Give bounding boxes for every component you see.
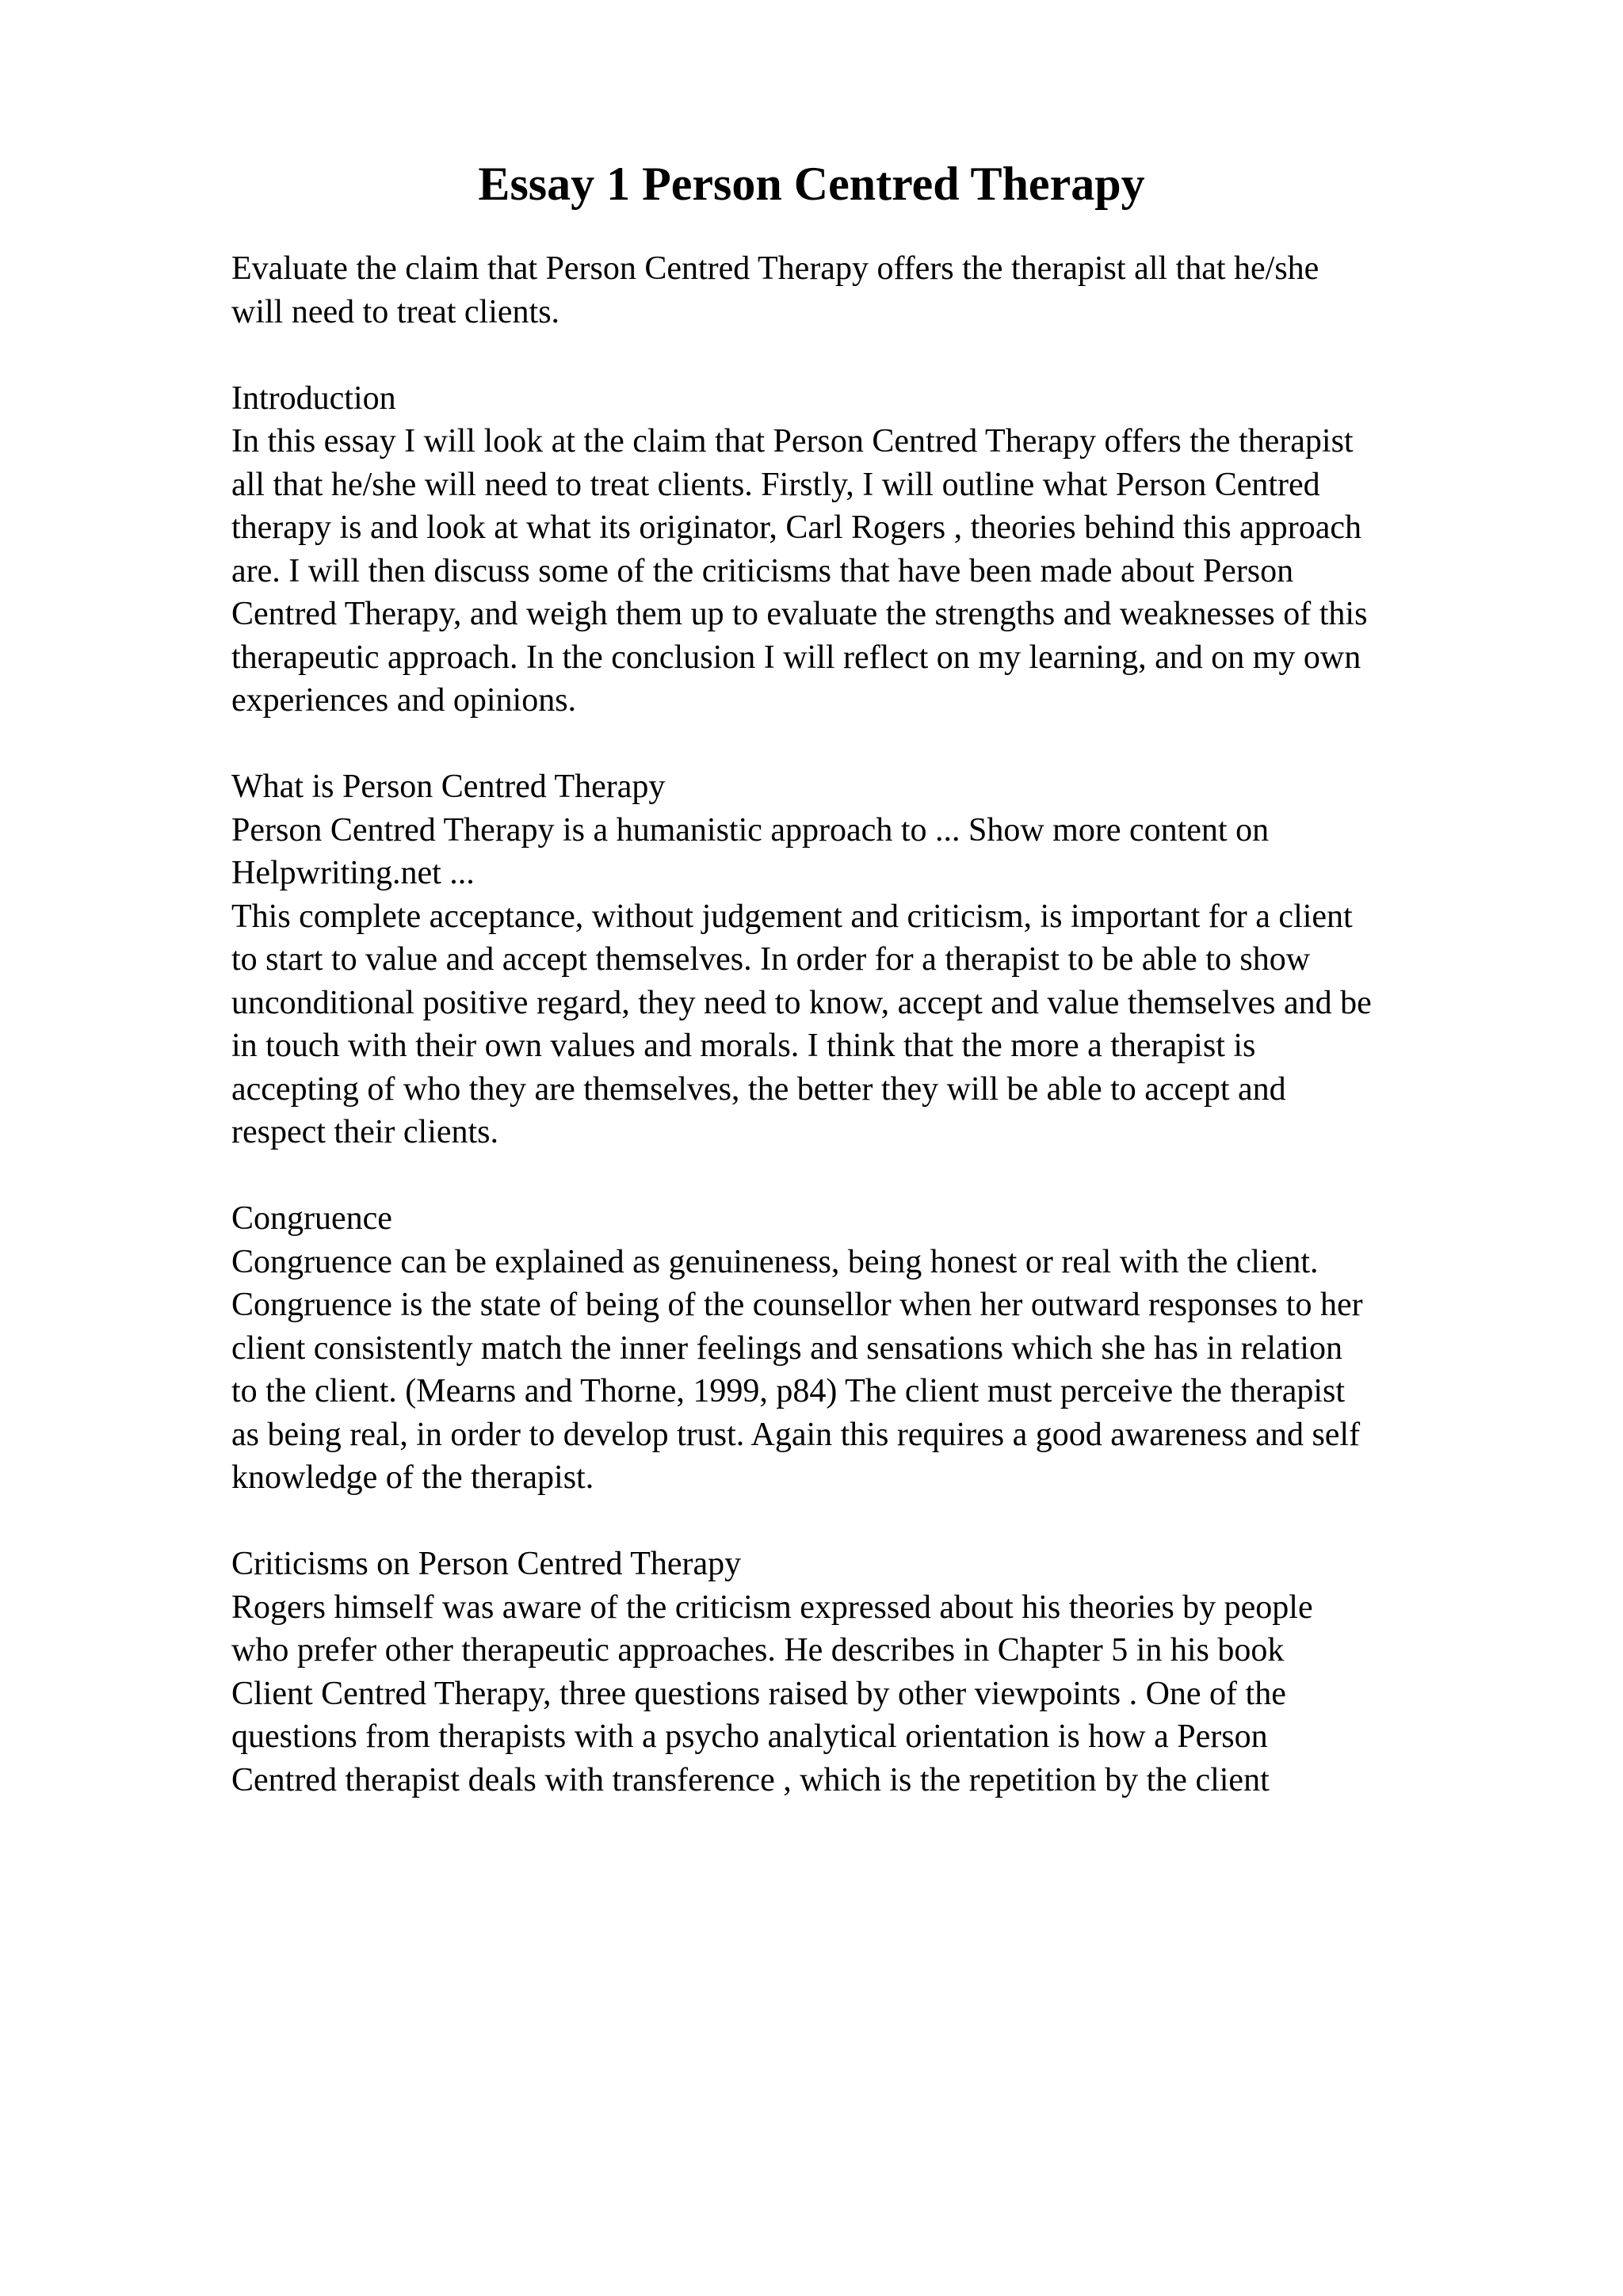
paragraph-line: Helpwriting.net ... [231, 855, 475, 891]
section-criticisms [231, 1543, 1610, 1802]
paragraph-line: In this essay I will look at the claim that Person Centred Therapy offers the therapist [231, 423, 1354, 460]
paragraph-line: Centred Therapy, and weigh them up to evaluate the strengths and weaknesses of this [231, 596, 1368, 632]
section-introduction [231, 377, 1610, 723]
essay-question [231, 247, 1610, 334]
paragraph-gap [231, 334, 1610, 377]
paragraph-line: Congruence can be explained as genuineness, being honest or real with the client. [231, 1243, 1319, 1280]
paragraph-line: experiences and opinions. [231, 682, 577, 719]
section-heading: What is Person Centred Therapy [231, 769, 666, 805]
section-heading: Congruence [231, 1200, 392, 1237]
paragraph-line: accepting of who they are themselves, the better they will be able to accept and [231, 1070, 1286, 1108]
paragraph-line: in touch with their own values and morals. I think that the more a therapist is [231, 1028, 1256, 1064]
paragraph-gap [231, 723, 1610, 766]
paragraph-line: unconditional positive regard, they need to know, accept and value themselves and be [231, 984, 1372, 1021]
paragraph-line: therapy is and look at what its originator, Carl Rogers , theories behind this approach [231, 509, 1361, 546]
paragraph-line: client consistently match the inner feelings and sensations which she has in relation [231, 1329, 1342, 1367]
paragraph-line: respect their clients. [231, 1114, 499, 1150]
paragraph-line: knowledge of the therapist. [231, 1459, 594, 1496]
paragraph-line: Centred therapist deals with transference , which is the repetition by the client [231, 1761, 1270, 1798]
paragraph-line: This complete acceptance, without judgement and criticism, is important for a client [231, 898, 1353, 935]
paragraph-line: Client Centred Therapy, three questions raised by other viewpoints . One of the [231, 1675, 1286, 1712]
paragraph-line: who prefer other therapeutic approaches. He describes in Chapter 5 in his book [231, 1632, 1285, 1669]
question-line: Evaluate the claim that Person Centred Therapy offers the therapist all that he/she [231, 250, 1319, 287]
paragraph-line: therapeutic approach. In the conclusion I will reflect on my learning, and on my own [231, 639, 1361, 676]
section-congruence [231, 1197, 1610, 1500]
paragraph-line: Rogers himself was aware of the criticism expressed about his theories by people [231, 1589, 1313, 1626]
paragraph-line: are. I will then discuss some of the criticisms that have been made about Person [231, 552, 1294, 589]
paragraph-line: Person Centred Therapy is a humanistic approach to ... Show more content on [231, 811, 1270, 849]
section-heading: Introduction [231, 379, 396, 417]
paragraph-line: to start to value and accept themselves. In order for a therapist to be able to show [231, 941, 1311, 978]
paragraph-gap [231, 1500, 1610, 1543]
question-line: will need to treat clients. [231, 293, 560, 330]
paragraph-line: all that he/she will need to treat clients. Firstly, I will outline what Person Centred [231, 466, 1320, 503]
paragraph-line: questions from therapists with a psycho analytical orientation is how a Person [231, 1718, 1268, 1755]
section-heading: Criticisms on Person Centred Therapy [231, 1546, 742, 1582]
paragraph-line: to the client. (Mearns and Thorne, 1999, p84) The client must perceive the therapist [231, 1373, 1346, 1409]
essay-body [231, 247, 1610, 1802]
document-title: Essay 1 Person Centred Therapy [478, 158, 1145, 210]
section-what-is-pct [231, 765, 1610, 1154]
paragraph-line: as being real, in order to develop trust. Again this requires a good awareness and self [231, 1416, 1361, 1453]
paragraph-line: Congruence is the state of being of the counsellor when her outward responses to her [231, 1287, 1363, 1323]
paragraph-gap [231, 1154, 1610, 1198]
